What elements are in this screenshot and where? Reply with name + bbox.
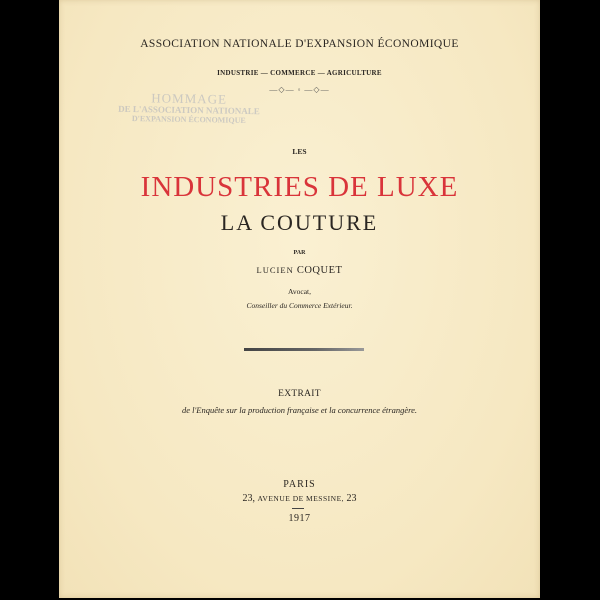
document-page — [59, 0, 540, 598]
stamp-line-3: D'EXPANSION ÉCONOMIQUE — [131, 114, 246, 126]
hommage-stamp — [89, 90, 290, 126]
horizontal-rule — [244, 348, 364, 351]
author-name — [59, 265, 540, 276]
extract-source: de l'Enquête sur la production française et la concurrence étrangère. — [181, 405, 418, 415]
title-pre: LES — [292, 147, 307, 156]
address-street: AVENUE DE MESSINE, — [257, 494, 345, 503]
author-first-name: LUCIEN — [256, 265, 294, 275]
address-number-pre: 23, — [242, 493, 255, 504]
author-role-1: Avocat, — [288, 287, 311, 296]
sectors-line: INDUSTRIE — COMMERCE — AGRICULTURE — [217, 69, 382, 77]
author-last-name: COQUET — [296, 265, 343, 276]
publication-year: 1917 — [288, 513, 311, 524]
stamp-line-1: HOMMAGE — [151, 90, 228, 107]
author-role-2: Conseiller du Commerce Extérieur. — [246, 301, 353, 310]
subtitle: LA COUTURE — [220, 210, 379, 235]
imprint-address — [59, 493, 540, 504]
imprint-city: PARIS — [283, 479, 316, 490]
ornament-divider: —◇— ◦ —◇— — [269, 85, 330, 94]
extract-label: EXTRAIT — [278, 389, 321, 399]
association-name: ASSOCIATION NATIONALE D'EXPANSION ÉCONOMIQUE — [140, 38, 459, 50]
by-label: PAR — [293, 250, 306, 256]
main-title: INDUSTRIES DE LUXE — [140, 171, 459, 203]
stamp-line-2: DE L'ASSOCIATION NATIONALE — [118, 104, 260, 117]
address-number-post: 23 — [346, 493, 357, 504]
short-dash-divider — [292, 508, 304, 509]
